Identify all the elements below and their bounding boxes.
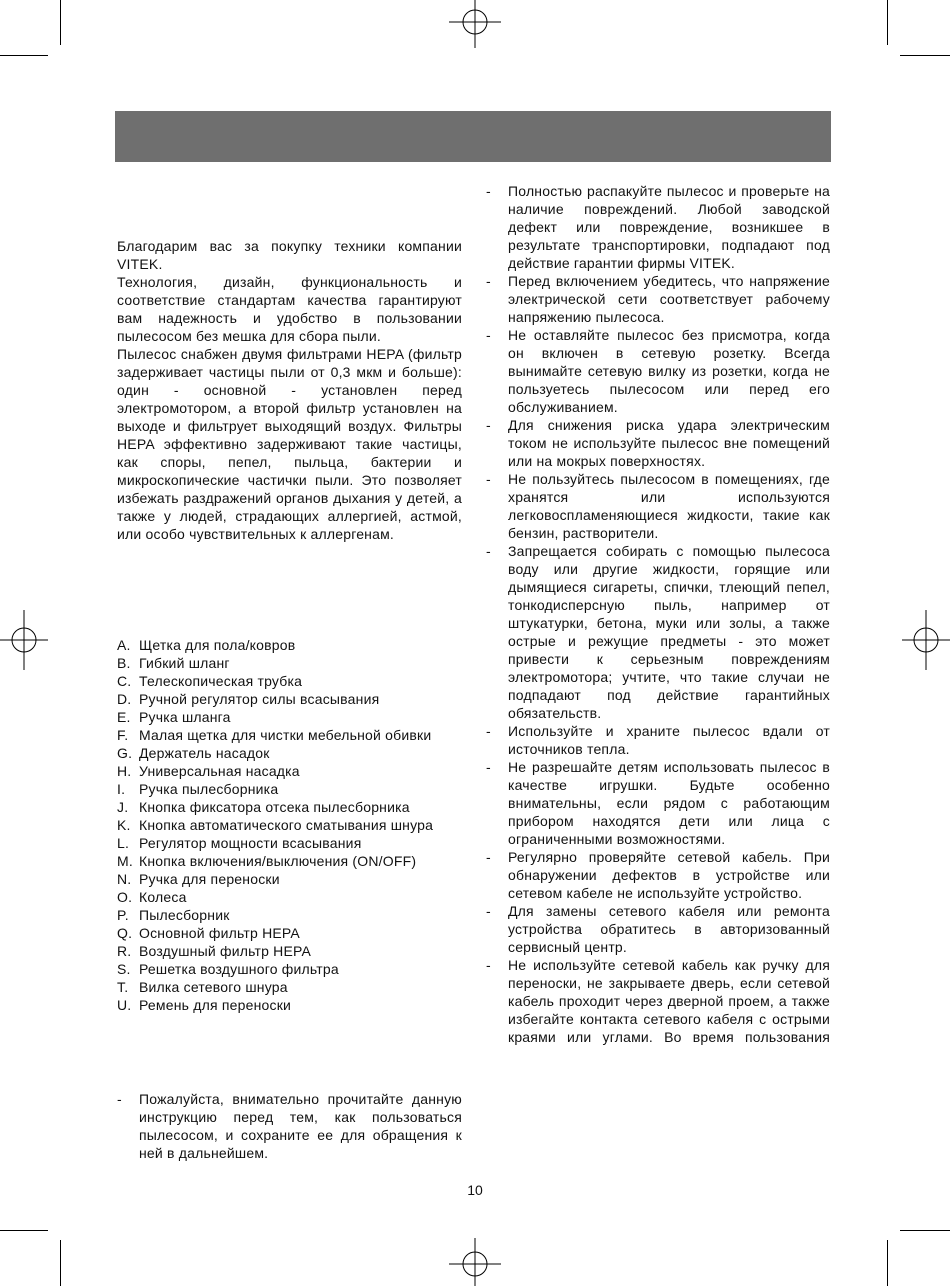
part-letter: K. [117,817,131,833]
bullet-dash: - [486,903,491,919]
bullet-dash: - [486,723,491,739]
part-text: Пылесборник [139,907,230,923]
bullet-dash: - [486,183,491,199]
safety-list [486,182,830,1046]
safety-text: Не используйте сетевой кабель как ручку для переноски, не закрываете дверь, если сетевой кабель проходит через дверной проем, а также избегайте контакта сетевого кабеля с острыми краями или углами. Во время пользования [508,957,830,1045]
bullet-dash: - [486,417,491,433]
list-item [117,942,462,960]
list-item [117,906,462,924]
part-text: Ручка пылесборника [139,781,279,797]
registration-mark-icon [0,610,48,670]
crop-mark [60,1240,61,1286]
part-letter: T. [117,979,129,995]
part-text: Ручка шланга [139,709,231,725]
part-letter: O. [117,889,133,905]
list-item [117,924,462,942]
list-item [117,852,462,870]
list-item [117,834,462,852]
list-item [486,272,830,326]
part-letter: Q. [117,925,133,941]
part-text: Вилка сетевого шнура [139,979,288,995]
safety-text: Пожалуйста, внимательно прочитайте данную инструкцию перед тем, как пользоваться пылесосом, и сохраните ее для обращения к ней в дальнейшем. [139,1091,462,1161]
bullet-dash: - [486,759,491,775]
safety-list [117,1090,462,1162]
list-item [117,726,462,744]
part-letter: U. [117,997,132,1013]
part-text: Ремень для переноски [139,997,292,1013]
list-item [486,848,830,902]
part-letter: A. [117,637,131,653]
crop-mark [0,1230,48,1231]
safety-text: Регулярно проверяйте сетевой кабель. При обнаружении дефектов в устройстве или сетевом кабеле не используйте устройство. [508,849,830,901]
part-letter: F. [117,727,129,743]
part-text: Колеса [139,889,187,905]
registration-mark-icon [445,0,505,48]
list-item [486,722,830,758]
list-item [486,182,830,272]
bullet-dash: - [486,471,491,487]
safety-text: Для замены сетевого кабеля или ремонта устройства обратитесь в авторизованный сервисный центр. [508,903,830,955]
part-text: Щетка для пола/ковров [139,637,296,653]
safety-text: Полностью распакуйте пылесос и проверьте на наличие повреждений. Любой заводской дефект или повреждение, возникшее в результате транспортировки, подпадают под действие гарантии фирмы VITEK. [508,183,830,271]
part-text: Кнопка фиксатора отсека пылесборника [139,799,410,815]
part-letter: H. [117,763,132,779]
part-text: Малая щетка для чистки мебельной обивки [139,727,432,743]
part-letter: P. [117,907,129,923]
list-item [117,888,462,906]
safety-section-right [486,182,830,1046]
part-text: Телескопическая трубка [139,673,303,689]
list-item [117,960,462,978]
part-letter: E. [117,709,131,725]
bullet-dash: - [486,849,491,865]
part-letter: I. [117,781,126,797]
part-letter: J. [117,799,129,815]
header-bar [115,111,831,162]
safety-text: Перед включением убедитесь, что напряжение электрической сети соответствует рабочему напряжению пылесоса. [508,273,830,325]
list-item [117,1090,462,1162]
part-letter: B. [117,655,131,671]
bullet-dash: - [486,327,491,343]
crop-mark [60,0,61,45]
list-item [486,326,830,416]
bullet-dash: - [486,957,491,973]
part-text: Основной фильтр HEPA [139,925,300,941]
list-item [117,978,462,996]
part-text: Ручной регулятор силы всасывания [139,691,380,707]
list-item [117,780,462,798]
list-item [117,798,462,816]
list-item [117,654,462,672]
part-text: Воздушный фильтр HEPA [139,943,312,959]
part-text: Кнопка автоматического сматывания шнура [139,817,434,833]
list-item [117,816,462,834]
list-item [117,996,462,1014]
safety-text: Не пользуйтесь пылесосом в помещениях, где хранятся или используются легковоспламеняющиеся жидкости, такие как бензин, растворители. [508,471,830,541]
part-text: Регулятор мощности всасывания [139,835,362,851]
bullet-dash: - [486,273,491,289]
safety-text: Для снижения риска удара электрическим током не используйте пылесос вне помещений или на мокрых поверхностях. [508,417,830,469]
list-item [117,636,462,654]
page-number: 10 [467,1182,483,1198]
list-item [117,708,462,726]
part-letter: L. [117,835,130,851]
list-item [117,762,462,780]
part-letter: D. [117,691,132,707]
list-item [486,956,830,1046]
intro-paragraph: Благодарим вас за покупку техники компании VITEK. [117,238,462,272]
list-item [486,470,830,542]
list-item [486,542,830,722]
part-letter: M. [117,853,133,869]
registration-mark-icon [445,1238,505,1286]
part-text: Ручка для переноски [139,871,280,887]
intro-paragraph: Технология, дизайн, функциональность и соответствие стандартам качества гарантируют вам надежность и удобство в пользовании пылесосом без мешка для сбора пыли. [117,274,462,344]
intro-section [117,237,462,543]
list-item [117,672,462,690]
bullet-dash: - [486,543,491,559]
registration-mark-icon [902,610,950,670]
crop-mark [887,1240,888,1286]
list-item [486,758,830,848]
safety-text: Запрещается собирать с помощью пылесоса воду или другие жидкости, горящие или дымящиеся сигареты, спички, тлеющий пепел, тонкодисперсную пыль, например от штукатурки, бетона, муки или золы, а также острые и режущие предметы - это может привести к серьезным повреждениям электромотора; учтите, что такие случаи не подпадают под действие гарантийных обязательств. [508,543,830,721]
safety-section-left [117,1090,462,1162]
part-text: Универсальная насадка [139,763,300,779]
part-letter: N. [117,871,132,887]
list-item [486,902,830,956]
intro-paragraph: Пылесос снабжен двумя фильтрами HEPA (фильтр задерживает частицы пыли от 0,3 мкм и больше): один - основной - установлен перед электромотором, а второй фильтр установлен на выходе и фильтрует выходящий воздух. Фильтры HEPA эффективно задерживают такие частицы, как споры, пепел, пыльца, бактерии и микроскопические частички пыли. Это позволяет избежать раздражений органов дыхания у детей, а также у людей, страдающих аллергией, астмой, или особо чувствительных к аллергенам. [117,346,462,542]
safety-text: Не оставляйте пылесос без присмотра, когда он включен в сетевую розетку. Всегда вынимайте сетевую вилку из розетки, когда не пользуетесь пылесосом или перед его обслуживанием. [508,327,830,415]
parts-list [117,636,462,1014]
part-text: Кнопка включения/выключения (ON/OFF) [139,853,417,869]
list-item [117,690,462,708]
part-letter: C. [117,673,132,689]
part-text: Гибкий шланг [139,655,230,671]
part-letter: G. [117,745,133,761]
crop-mark [0,55,48,56]
part-letter: R. [117,943,132,959]
part-letter: S. [117,961,131,977]
safety-text: Используйте и храните пылесос вдали от источников тепла. [508,723,830,757]
list-item [117,744,462,762]
parts-list-section [117,636,462,1014]
crop-mark [900,55,950,56]
safety-text: Не разрешайте детям использовать пылесос в качестве игрушки. Будьте особенно внимательны, если рядом с работающим прибором находятся дети или лица с ограниченными возможностями. [508,759,830,847]
list-item [117,870,462,888]
part-text: Держатель насадок [139,745,270,761]
bullet-dash: - [117,1091,122,1107]
part-text: Решетка воздушного фильтра [139,961,339,977]
crop-mark [887,0,888,45]
list-item [486,416,830,470]
crop-mark [900,1230,950,1231]
